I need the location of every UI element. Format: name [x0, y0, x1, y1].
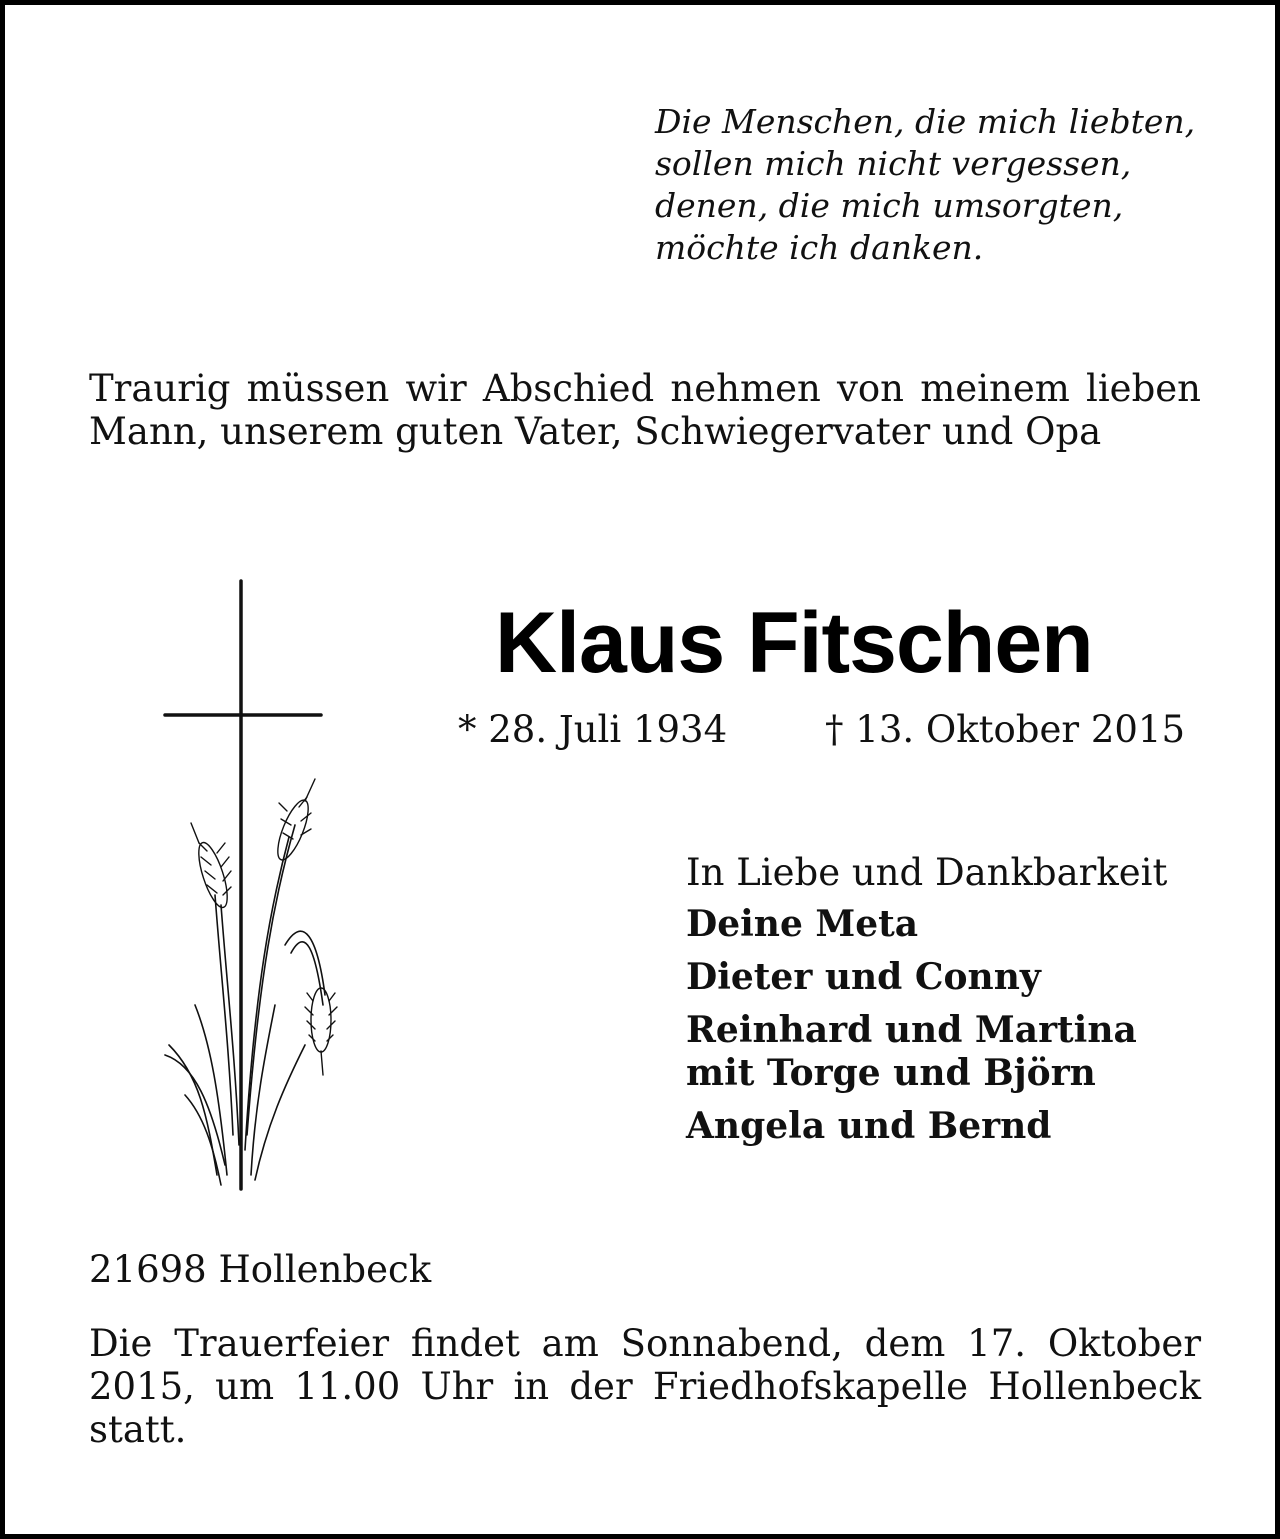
poem-line: denen, die mich umsorgten, — [655, 186, 1124, 225]
signature-name — [686, 1009, 1246, 1095]
signature-name: Angela und Bernd — [686, 1105, 1052, 1147]
address: 21698 Hollenbeck — [89, 1248, 432, 1291]
poem-line: möchte ich danken. — [655, 228, 984, 267]
cross-with-wheat-icon — [155, 575, 355, 1195]
ceremony-info: Die Trauerfeier findet am Sonnabend, dem 17. Oktober 2015, um 11.00 Uhr in der Friedhofskapelle Hollenbeck statt. — [89, 1322, 1201, 1451]
signature-line: Reinhard und Martina — [686, 1009, 1137, 1051]
birth-date: * 28. Juli 1934 — [458, 708, 728, 751]
intro-text: Traurig müssen wir Abschied nehmen von meinem lieben Mann, unserem guten Vater, Schwiegervater und Opa — [89, 367, 1201, 453]
death-date: † 13. Oktober 2015 — [825, 708, 1185, 751]
poem-line: Die Menschen, die mich liebten, — [655, 102, 1196, 141]
poem-quote — [655, 101, 1245, 269]
signature-line: mit Torge und Björn — [686, 1052, 1096, 1094]
signature-name: Dieter und Conny — [686, 956, 1041, 998]
poem-line: sollen mich nicht vergessen, — [655, 144, 1132, 183]
signature-name: Deine Meta — [686, 903, 919, 945]
signatures-intro: In Liebe und Dankbarkeit — [686, 851, 1168, 894]
deceased-name: Klaus Fitschen — [495, 595, 1093, 691]
signatures — [686, 851, 1246, 1158]
